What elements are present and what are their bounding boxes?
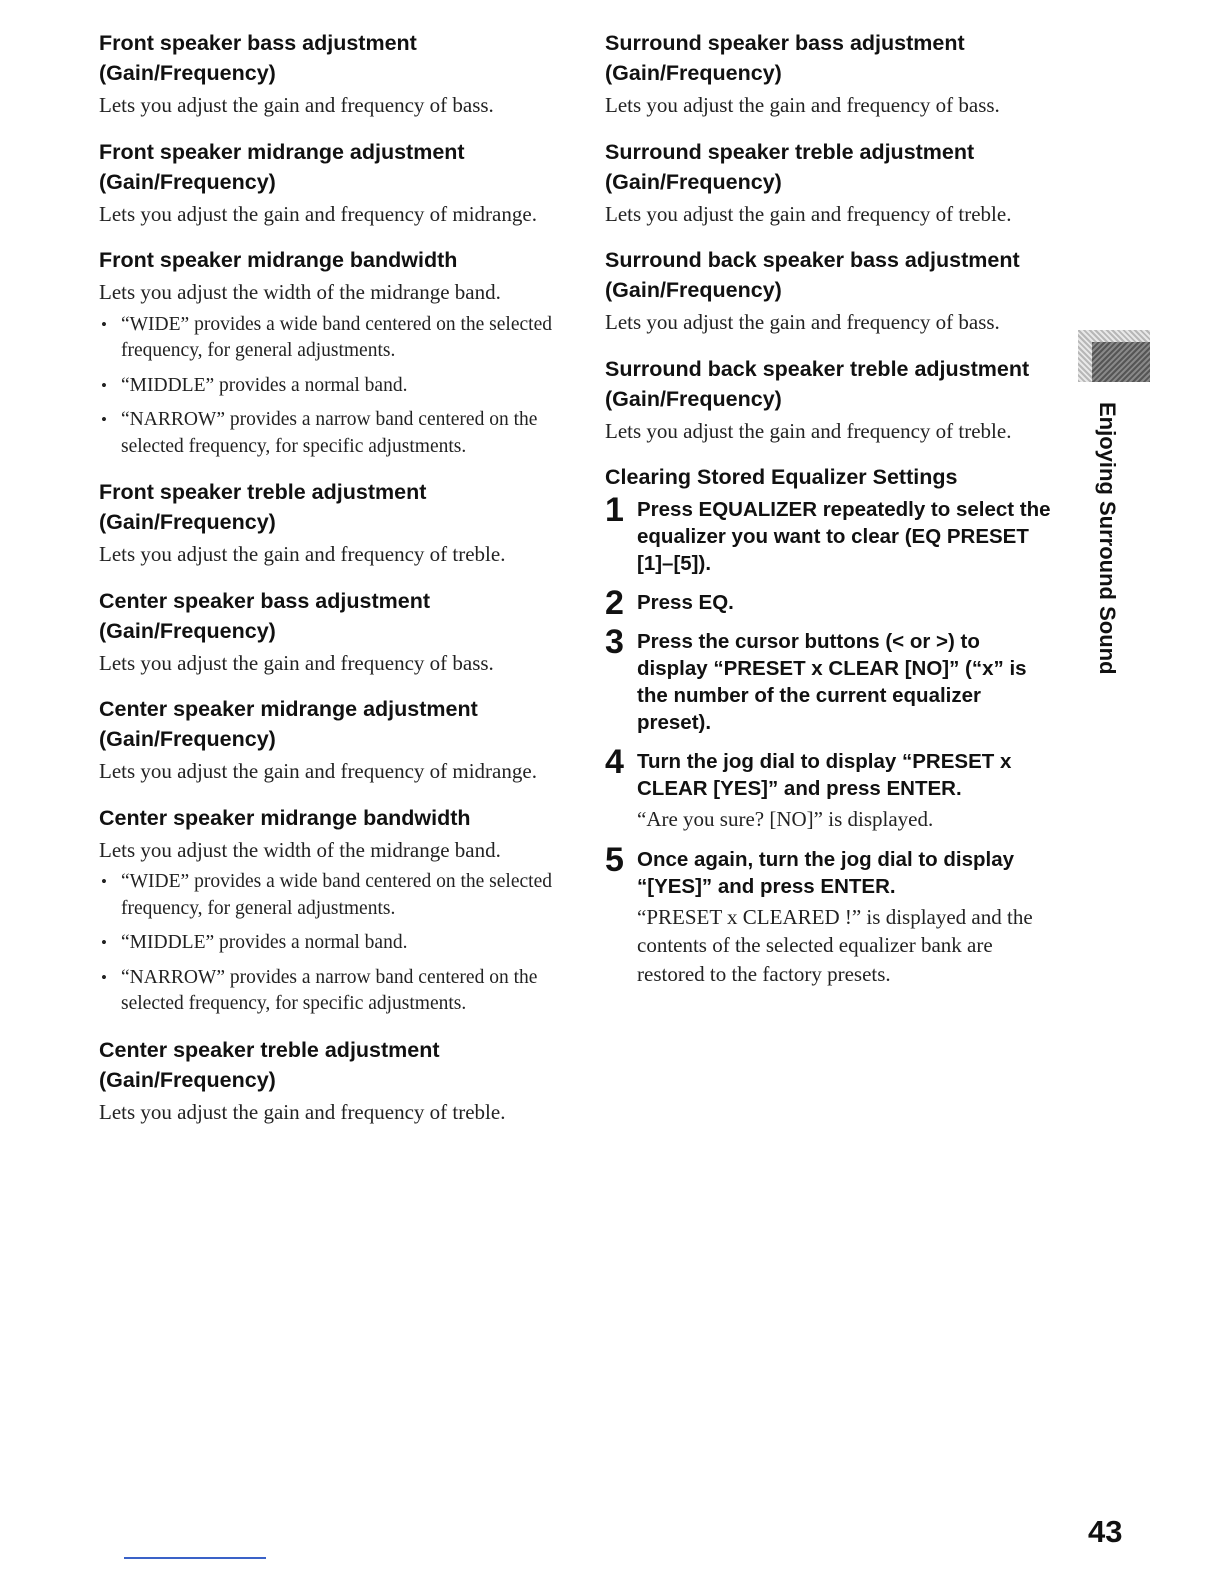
- section-heading: Surround back speaker bass adjustment (Gain/Frequency): [605, 248, 1020, 302]
- section-surround-bass: [605, 28, 1055, 120]
- step-number: 1: [605, 491, 624, 529]
- section-body: Lets you adjust the gain and frequency of bass.: [99, 650, 494, 675]
- section-surround-back-bass: [605, 245, 1055, 337]
- section-heading: Front speaker treble adjustment (Gain/Frequency): [99, 480, 427, 534]
- section-surround-treble: [605, 137, 1055, 229]
- step-note: “Are you sure? [NO]” is displayed.: [637, 807, 934, 831]
- left-column: [99, 28, 564, 1143]
- section-heading: Surround speaker treble adjustment (Gain/Frequency): [605, 139, 975, 194]
- step-text: Press EQ.: [637, 591, 734, 614]
- step-text: Press EQUALIZER repeatedly to select the equalizer you want to clear (EQ PRESET [1]–[5]).: [637, 498, 1051, 575]
- section-body: Lets you adjust the gain and frequency of midrange.: [99, 759, 537, 783]
- section-heading: Front speaker midrange bandwidth: [99, 248, 458, 272]
- bullet-middle: • “MIDDLE” provides a normal band.: [99, 373, 564, 400]
- section-body: Lets you adjust the gain and frequency of treble.: [605, 201, 1012, 226]
- step-number: 5: [605, 840, 624, 879]
- bullet-narrow: • “NARROW” provides a narrow band centered on the selected frequency, for specific adjustments.: [99, 965, 564, 1018]
- section-body: Lets you adjust the gain and frequency of treble.: [605, 418, 1012, 443]
- footer-rule: [124, 1557, 266, 1559]
- section-front-midrange: [99, 137, 564, 229]
- bandwidth-options: [99, 312, 564, 461]
- section-body: Lets you adjust the width of the midrange band.: [99, 280, 501, 304]
- section-center-bass: [99, 586, 564, 678]
- section-body: Lets you adjust the gain and frequency of bass.: [99, 93, 494, 117]
- section-heading: Surround speaker bass adjustment (Gain/Frequency): [605, 31, 965, 85]
- step-list: [605, 491, 1055, 988]
- step-4: [605, 743, 1055, 834]
- section-front-bass: [99, 28, 564, 120]
- section-heading: Front speaker bass adjustment (Gain/Frequency): [99, 31, 417, 85]
- section-heading: Center speaker bass adjustment (Gain/Frequency): [99, 588, 430, 643]
- section-center-bandwidth: [99, 803, 564, 1018]
- section-front-treble: [99, 477, 564, 569]
- step-text: Press the cursor buttons (< or >) to display “PRESET x CLEAR [NO]” (“x” is the number of the current equalizer preset).: [637, 630, 1027, 734]
- section-heading: Front speaker midrange adjustment (Gain/Frequency): [99, 139, 465, 194]
- step-number: 4: [605, 743, 624, 781]
- step-1: [605, 491, 1055, 577]
- step-5: [605, 840, 1055, 989]
- section-body: Lets you adjust the gain and frequency of treble.: [99, 542, 506, 566]
- chapter-tab-marker: [1078, 330, 1150, 382]
- section-heading: Center speaker midrange bandwidth: [99, 805, 471, 830]
- section-heading: Center speaker midrange adjustment (Gain/Frequency): [99, 697, 478, 751]
- step-note: “PRESET x CLEARED !” is displayed and the contents of the selected equalizer bank are restored to the factory presets.: [637, 904, 1033, 986]
- section-body: Lets you adjust the gain and frequency of bass.: [605, 93, 1000, 117]
- step-text: Once again, turn the jog dial to display “[YES]” and press ENTER.: [637, 847, 1015, 898]
- section-center-midrange: [99, 694, 564, 786]
- section-body: Lets you adjust the gain and frequency of treble.: [99, 1099, 506, 1124]
- section-clearing-settings: [605, 462, 1055, 988]
- chapter-side-label: Enjoying Surround Sound: [1095, 402, 1120, 675]
- bullet-narrow: • “NARROW” provides a narrow band centered on the selected frequency, for specific adjustments.: [99, 407, 564, 460]
- page-number: 43: [1088, 1514, 1123, 1549]
- step-number: 3: [605, 623, 624, 661]
- right-column: [605, 28, 1055, 1005]
- step-number: 2: [605, 584, 624, 622]
- section-surround-back-treble: [605, 354, 1055, 446]
- section-body: Lets you adjust the width of the midrange band.: [99, 837, 501, 862]
- bullet-wide: • “WIDE” provides a wide band centered on the selected frequency, for general adjustments.: [99, 869, 564, 922]
- section-body: Lets you adjust the gain and frequency of bass.: [605, 310, 1000, 334]
- step-3: [605, 623, 1055, 736]
- step-text: Turn the jog dial to display “PRESET x CLEAR [YES]” and press ENTER.: [637, 750, 1012, 800]
- section-heading: Surround back speaker treble adjustment (Gain/Frequency): [605, 356, 1030, 411]
- step-2: [605, 584, 1055, 622]
- section-body: Lets you adjust the gain and frequency of midrange.: [99, 201, 537, 226]
- bullet-middle: • “MIDDLE” provides a normal band.: [99, 930, 564, 957]
- bullet-wide: • “WIDE” provides a wide band centered on the selected frequency, for general adjustments.: [99, 312, 564, 365]
- section-front-bandwidth: [99, 245, 564, 460]
- clearing-heading: Clearing Stored Equalizer Settings: [605, 465, 958, 489]
- bandwidth-options: [99, 869, 564, 1018]
- section-heading: Center speaker treble adjustment (Gain/Frequency): [99, 1037, 440, 1092]
- section-center-treble: [99, 1035, 564, 1127]
